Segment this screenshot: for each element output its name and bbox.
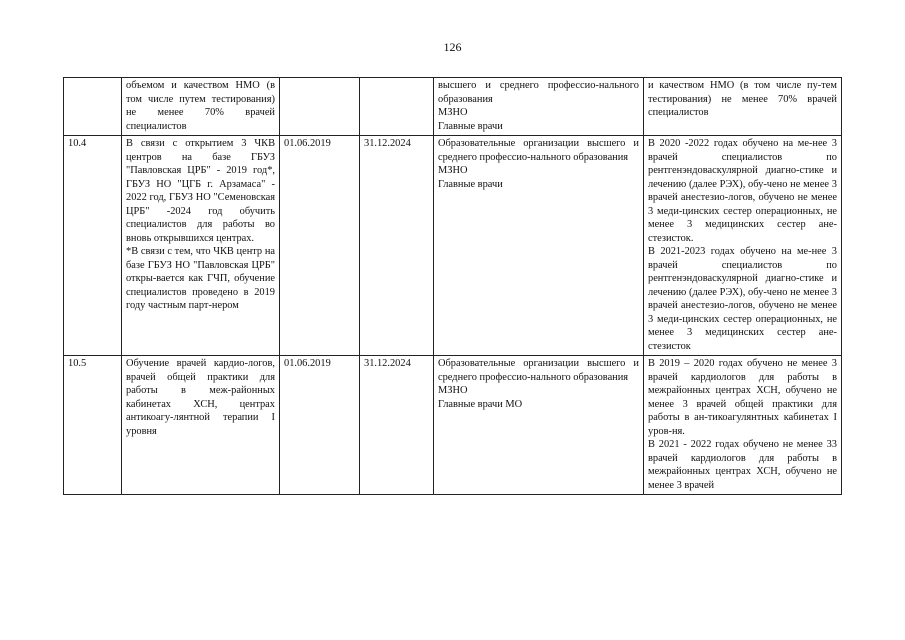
result-text: В 2021 - 2022 годах обучено не менее 33 врачей кардиологов для работы в межрайонных центрах ХСН, обучено не менее 3 врачей (648, 439, 837, 491)
action-text: В связи с открытием 3 ЧКВ центров на базе ГБУЗ "Павловская ЦРБ" - 2019 год*, ГБУЗ НО "ЦГБ г. Арзамаса" - 2022 год, ГБУЗ НО "Семеновская ЦРБ" -2024 год обучить специалистов для работы во вновь открывшихся центрах. (126, 138, 275, 244)
row-number-cell (64, 78, 122, 136)
executors-cell (434, 78, 644, 136)
executors-text: Главные врачи (438, 120, 503, 132)
end-date-cell: 31.12.2024 (360, 136, 434, 356)
start-date-cell: 01.06.2019 (280, 136, 360, 356)
executors-text: МЗНО (438, 165, 468, 176)
executors-text: Образовательные организации высшего и среднего профессио-нального образования (438, 138, 639, 163)
row-number-cell: 10.5 (64, 356, 122, 495)
result-cell (644, 136, 842, 356)
page-number: 126 (443, 40, 462, 54)
action-cell (122, 356, 280, 495)
action-plan-table (63, 77, 842, 495)
result-text: и качеством НМО (в том числе пу-тем тестирования) не менее 70% врачей специалистов (648, 80, 837, 118)
result-cell (644, 78, 842, 136)
result-text: В 2020 -2022 годах обучено на ме-нее 3 врачей специалистов по рентгенэндоваскулярной диагно-стике и лечению (далее РЭХ), обу-чено не менее 3 врачей анестезио-логов, обучено не менее 3 меди-цинских сестер операционных, не менее 3 медицинских сестер ане-стезисток. (648, 138, 837, 244)
result-text: В 2019 – 2020 годах обучено не менее 3 врачей кардиологов для работы в межрайонных центрах ХСН, обучено не менее 3 врачей общей практики для работы в ан-тикоагулянтных кабинетах I уров-ня. (648, 358, 837, 437)
result-cell (644, 356, 842, 495)
end-date-cell (360, 78, 434, 136)
table-row (64, 78, 842, 136)
action-text: Обучение врачей кардио-логов, врачей общей практики для работы в меж-районных кабинетах ХСН, центрах антикоагу-лянтной терапии I уровня (126, 358, 275, 437)
action-cell (122, 78, 280, 136)
executors-text: высшего и среднего профессио-нального образования (438, 80, 639, 105)
action-footnote: *В связи с тем, что ЧКВ центр на базе ГБУЗ НО "Павловская ЦРБ" откры-вается как ГЧП, обучение специалистов проведено в 2019 году частным парт-нером (126, 246, 275, 311)
start-date-cell: 01.06.2019 (280, 356, 360, 495)
action-text: объемом и качеством НМО (в том числе путем тестирования) не менее 70% врачей специалистов (126, 80, 275, 132)
table-row (64, 356, 842, 495)
executors-cell (434, 356, 644, 495)
executors-text: Главные врачи МО (438, 398, 523, 410)
end-date-cell: 31.12.2024 (360, 356, 434, 495)
table-row (64, 136, 842, 356)
start-date-cell (280, 78, 360, 136)
row-number-cell: 10.4 (64, 136, 122, 356)
executors-text: Образовательные организации высшего и среднего профессио-нального образования (438, 358, 639, 383)
action-cell (122, 136, 280, 356)
executors-cell (434, 136, 644, 356)
executors-text: МЗНО (438, 107, 468, 118)
executors-text: Главные врачи (438, 178, 503, 190)
result-text: В 2021-2023 годах обучено на ме-нее 3 врачей специалистов по рентгенэндоваскулярной диагно-стике и лечению (далее РЭХ), обу-чено не менее 3 врачей анестезио-логов, обучено не менее 3 меди-цинских сестер операционных, не менее 3 медицинских сестер ане-стезисток (648, 246, 837, 352)
executors-text: МЗНО (438, 385, 468, 396)
